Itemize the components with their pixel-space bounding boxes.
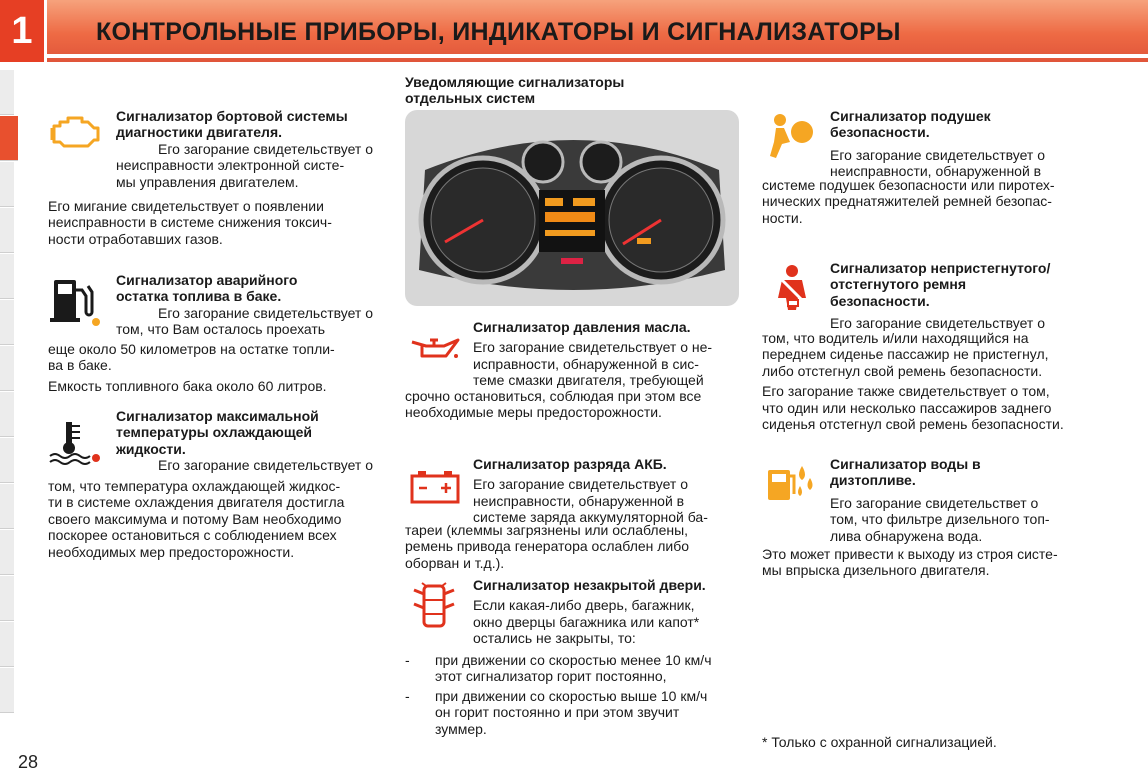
door-open-icon (410, 582, 458, 630)
notification-heading: Уведомляющие сигнализаторы отдельных систем (405, 74, 625, 107)
water-text: Его загорание свидетельствет о том, что фильтре дизельного топ- лива обнаружена вода. (830, 494, 1050, 544)
fuel-text: Его загорание свидетельствует о том, что Вам осталось проехать (116, 304, 373, 338)
oil-section (473, 319, 739, 389)
battery-title: Сигнализатор разряда АКБ. (473, 456, 667, 472)
engine-text: Его загорание свидетельствует о неисправности электронной систе- мы управления двигателем. (116, 140, 373, 190)
door-text: Если какая-либо дверь, багажник, окно дверцы багажника или капот* остались не закрыты, то: (473, 597, 700, 647)
coolant-section (116, 408, 382, 474)
fuel-text-2: еще около 50 километров на остатке топли- ва в баке. Емкость топливного бака около 60 литров. (48, 341, 335, 394)
side-tab[interactable] (0, 392, 14, 437)
page-title: КОНТРОЛЬНЫЕ ПРИБОРЫ, ИНДИКАТОРЫ И СИГНАЛИЗАТОРЫ (96, 18, 901, 46)
battery-section (473, 456, 739, 526)
chapter-number: 1 (0, 0, 47, 62)
water-text-2: Это может привести к выходу из строя систе- мы впрыска дизельного двигателя. (762, 546, 1058, 579)
seatbelt-text: Его загорание свидетельствует о (830, 315, 1045, 332)
oil-title: Сигнализатор давления масла. (473, 319, 691, 335)
side-tab[interactable] (0, 530, 14, 575)
engine-section (116, 108, 382, 190)
water-title: Сигнализатор воды в дизтопливе. (830, 456, 981, 489)
footnote: * Только с охранной сигнализацией. (762, 734, 997, 750)
instrument-cluster-image (405, 110, 739, 306)
airbag-text: Его загорание свидетельствует о неисправности, обнаруженной в (830, 146, 1045, 180)
side-tab[interactable] (0, 576, 14, 621)
side-tab[interactable] (0, 484, 14, 529)
door-section (473, 577, 739, 647)
oil-text: Его загорание свидетельствует о не- исправности, обнаруженной в сис- теме смазки двигателя, требующей (473, 339, 713, 389)
fuel-section (116, 272, 382, 338)
airbag-title: Сигнализатор подушек безопасности. (830, 108, 991, 141)
seatbelt-title: Сигнализатор непристегнутого/ отстегнутого ремня безопасности. (830, 260, 1051, 309)
airbag-text-2: системе подушек безопасности или пиротех- нических преднатяжителей ремней безопас- ности. (762, 177, 1055, 226)
side-tab[interactable] (0, 162, 14, 207)
side-tab[interactable] (0, 70, 14, 115)
side-tab[interactable] (0, 346, 14, 391)
coolant-text: Его загорание свидетельствует о (158, 457, 373, 474)
side-tab[interactable] (0, 254, 14, 299)
oil-text-2: срочно остановиться, соблюдая при этом все необходимые меры предосторожности. (405, 388, 702, 421)
airbag-section (830, 108, 1096, 180)
oil-can-icon (410, 336, 460, 360)
door-bullet-2: - при движении со скоростью выше 10 км/ч он горит постоянно и при этом звучит зуммер. (405, 688, 708, 737)
engine-check-icon (50, 112, 100, 154)
battery-text-2: тареи (клеммы загрязнены или ослаблены, ремень привода генератора ослаблен либо оборван и т.д.). (405, 522, 690, 571)
side-tabs (0, 70, 18, 710)
side-tab[interactable] (0, 668, 14, 713)
side-tab-active[interactable] (0, 116, 18, 161)
fuel-pump-icon (50, 276, 102, 328)
seatbelt-text-2: том, что водитель и/или находящийся на переднем сиденье пассажир не пристегнул, либо отстегнул свой ремень безопасности. Его загорание также свидетельствует о том, что один или несколько пассажиров заднего сиденья отстегнул свой ремень безопасности. (762, 330, 1064, 433)
engine-text-2: Его мигание свидетельствует о появлении неисправности в системе снижения токсич- ности отработавших газов. (48, 198, 332, 247)
door-title: Сигнализатор незакрытой двери. (473, 577, 706, 593)
door-bullet-1: - при движении со скоростью менее 10 км/ч этот сигнализатор горит постоянно, (405, 652, 712, 685)
fuel-title: Сигнализатор аварийного остатка топлива в баке. (116, 272, 298, 305)
page-number: 28 (18, 752, 39, 772)
header-divider (40, 54, 1148, 58)
seatbelt-section (830, 260, 1096, 332)
engine-title: Сигнализатор бортовой системы диагностики двигателя. (116, 108, 348, 141)
battery-icon (410, 470, 460, 504)
side-tab[interactable] (0, 622, 14, 667)
side-tab[interactable] (0, 300, 14, 345)
coolant-temperature-icon (48, 420, 104, 466)
side-tab[interactable] (0, 208, 14, 253)
seatbelt-icon (768, 264, 816, 314)
battery-text: Его загорание свидетельствует о неисправности, обнаруженной в системе заряда аккумуляторной ба- (473, 476, 708, 526)
airbag-icon (766, 112, 816, 160)
water-section (830, 456, 1096, 544)
water-in-fuel-icon (766, 462, 818, 502)
coolant-text-2: том, что температура охлаждающей жидкос- ти в системе охлаждения двигателя достигла своего максимума и потому Вам необходимо поскорее остановиться с соблюдением всех необходимых мер предосторожности. (48, 478, 345, 560)
side-tab[interactable] (0, 438, 14, 483)
coolant-title: Сигнализатор максимальной температуры охлаждающей жидкости. (116, 408, 319, 457)
